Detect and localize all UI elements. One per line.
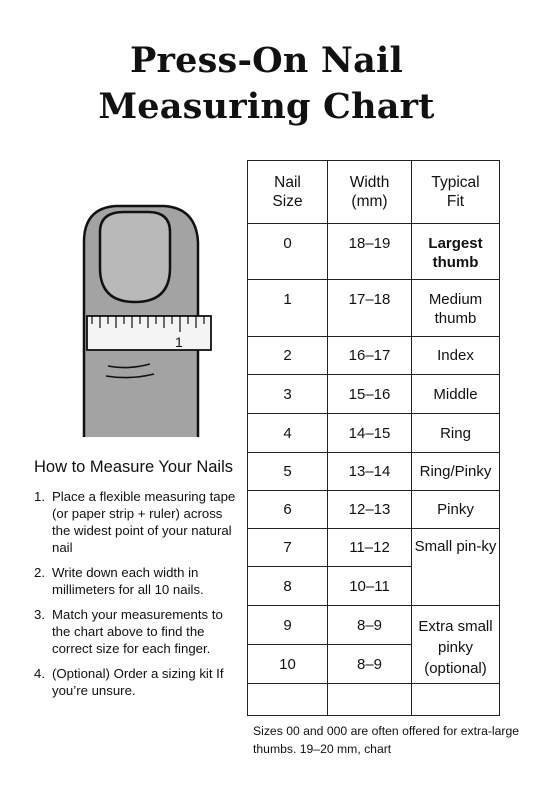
nail-shape <box>100 212 170 302</box>
header-size-line2: Size <box>272 193 303 210</box>
cell-width: 14–15 <box>328 414 412 453</box>
cell-size: 5 <box>248 453 328 491</box>
cell-fit: Small pin-ky <box>412 529 500 606</box>
header-width-line2: (mm) <box>351 193 388 210</box>
header-width-line1: Width <box>349 174 390 191</box>
cell-size: 6 <box>248 491 328 529</box>
cell-fit: Ring/Pinky <box>412 453 500 491</box>
table-row-empty <box>248 684 500 716</box>
cell-fit: Extra small pinky (optional) <box>412 606 500 684</box>
cell-width: 12–13 <box>328 491 412 529</box>
cell-fit: Largest thumb <box>412 224 500 280</box>
instruction-step <box>34 665 244 699</box>
cell-width: 15–16 <box>328 375 412 414</box>
cell-width: 10–11 <box>328 567 412 606</box>
title-line-1: Press-On Nail <box>130 40 403 81</box>
cell-width: 8–9 <box>328 645 412 684</box>
empty-cell <box>328 684 412 716</box>
step-text: (Optional) Order a sizing kit If you’re unsure. <box>52 666 224 698</box>
title-line-2: Measuring Chart <box>98 86 435 127</box>
cell-size: 2 <box>248 337 328 375</box>
empty-cell <box>412 684 500 716</box>
page-title <box>0 38 533 130</box>
cell-fit: Middle <box>412 375 500 414</box>
cell-size: 10 <box>248 645 328 684</box>
instructions-heading: How to Measure Your Nails <box>34 458 234 476</box>
step-text: Place a flexible measuring tape (or paper strip + ruler) across the widest point of your natural nail <box>52 489 236 555</box>
table-row <box>248 375 500 414</box>
table-row <box>248 453 500 491</box>
step-number: 3. <box>34 607 45 622</box>
cell-fit: Pinky <box>412 491 500 529</box>
cell-size: 3 <box>248 375 328 414</box>
header-fit-line2: Fit <box>446 193 465 210</box>
header-width <box>328 161 412 224</box>
table-row <box>248 414 500 453</box>
cell-size: 9 <box>248 606 328 645</box>
step-number: 4. <box>34 666 45 681</box>
cell-size: 1 <box>248 280 328 337</box>
cell-size: 0 <box>248 224 328 280</box>
cell-width: 13–14 <box>328 453 412 491</box>
step-text: Write down each width in millimeters for all 10 nails. <box>52 565 204 597</box>
cell-width: 11–12 <box>328 529 412 567</box>
table-row <box>248 529 500 567</box>
cell-fit: Index <box>412 337 500 375</box>
table-row <box>248 224 500 280</box>
cell-width: 16–17 <box>328 337 412 375</box>
ruler-number: 1 <box>175 334 183 350</box>
table-row <box>248 280 500 337</box>
step-number: 1. <box>34 489 45 504</box>
empty-cell <box>248 684 328 716</box>
cell-width: 8–9 <box>328 606 412 645</box>
cell-size: 4 <box>248 414 328 453</box>
table-row <box>248 337 500 375</box>
finger-ruler-illustration <box>78 202 218 437</box>
header-size-line1: Nail <box>274 174 301 191</box>
cell-width: 18–19 <box>328 224 412 280</box>
footnote: Sizes 00 and 000 are often offered for extra-large thumbs. 19–20 mm, chart <box>253 724 520 756</box>
header-nail-size <box>248 161 328 224</box>
cell-size: 7 <box>248 529 328 567</box>
step-number: 2. <box>34 565 45 580</box>
table-row <box>248 606 500 645</box>
header-typical-fit <box>412 161 500 224</box>
instruction-step <box>34 606 244 657</box>
cell-width: 17–18 <box>328 280 412 337</box>
instruction-step <box>34 488 244 556</box>
cell-size: 8 <box>248 567 328 606</box>
cell-fit: Ring <box>412 414 500 453</box>
table-header-row <box>248 161 500 224</box>
size-chart-table <box>247 160 500 716</box>
cell-fit: Medium thumb <box>412 280 500 337</box>
instruction-step <box>34 564 244 598</box>
table-row <box>248 491 500 529</box>
header-fit-line1: Typical <box>431 174 480 191</box>
step-text: Match your measurements to the chart above to find the correct size for each finger. <box>52 607 223 656</box>
instructions-list <box>34 488 244 699</box>
measuring-tape <box>87 316 211 350</box>
instructions-section <box>34 456 244 707</box>
